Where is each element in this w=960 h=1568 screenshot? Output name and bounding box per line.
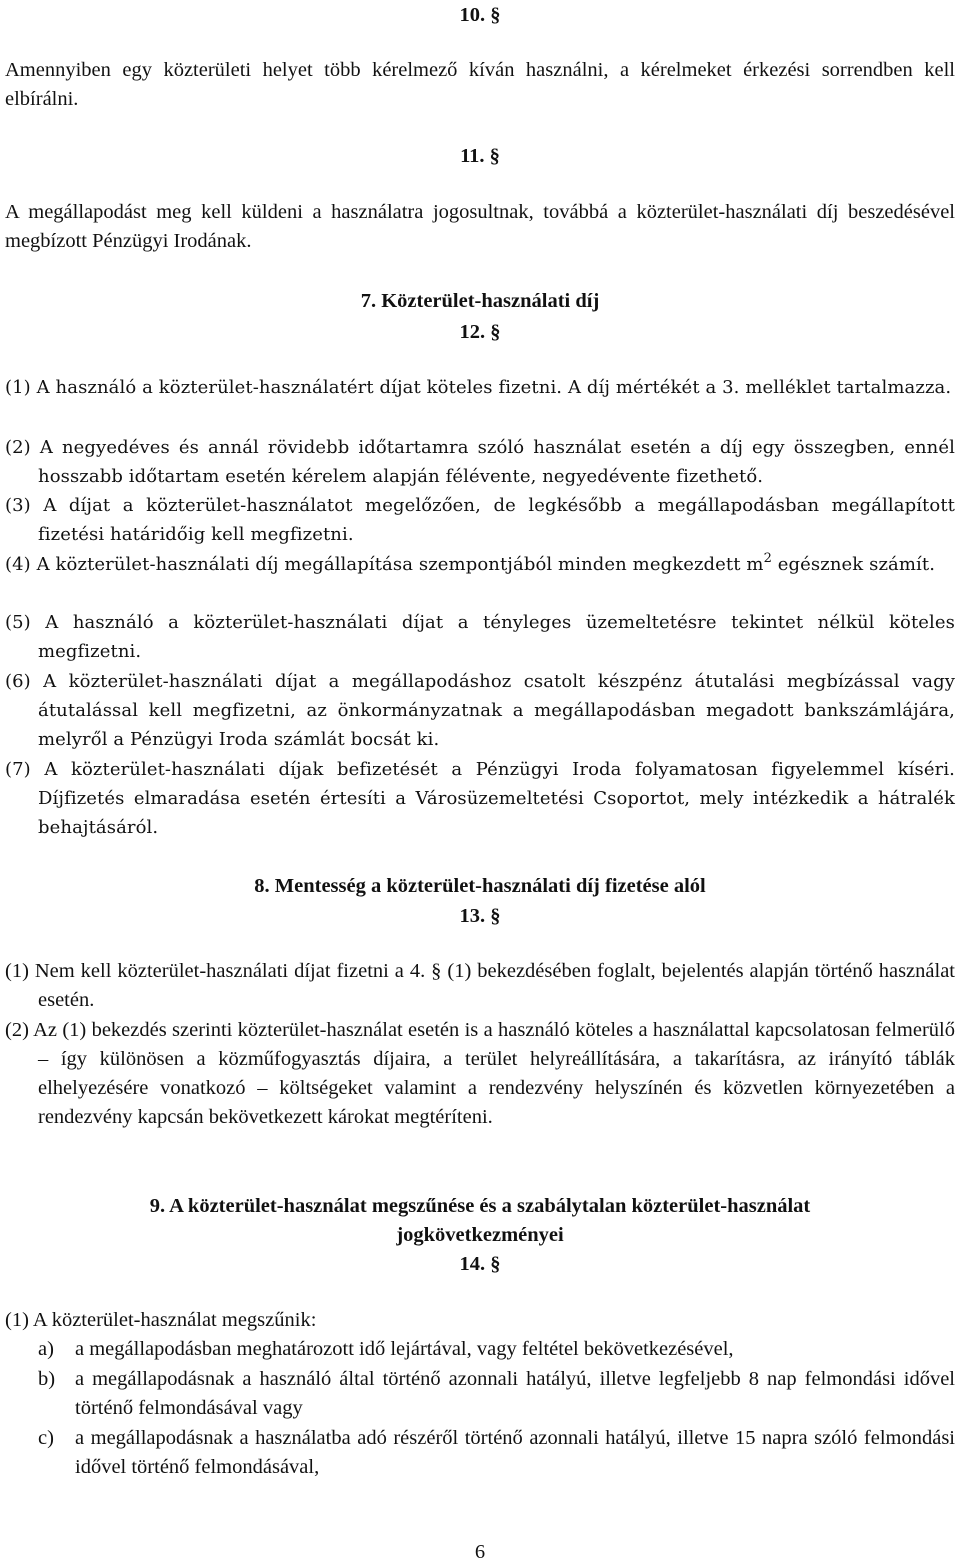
list-item-b [38,1365,955,1423]
list-text: a megállapodásnak a használó által történő azonnali hatályú, illetve legfeljebb 8 nap felmondási idővel történő felmondásával vagy [75,1368,955,1419]
list-label: a) [38,1338,54,1360]
section-12-para-2: (2) A negyedéves és annál rövidebb időtartamra szóló használat esetén a díj egy összegben, ennél hosszabb időtartam esetén kérelem alapján félévente, negyedévente fizethető. [5,437,955,487]
section-14-para-1: (1) A közterület-használat megszűnik: [5,1309,317,1331]
section-13-para-2: (2) Az (1) bekezdés szerinti közterület-használat esetén is a használó köteles a használattal kapcsolatosan felmerülő – így különösen a közműfogyasztás díjaira, a terület helyreállítására, a takarításra, az irányító táblák elhelyezésére vonatkozó – költségeket valamint a rendezvény helyszínén és közvetlen környezetében a rendezvény kapcsán bekövetkezett károkat megtéríteni. [5,1019,955,1128]
section-10-text: Amennyiben egy közterületi helyet több kérelmező kíván használni, a kérelmeket érkezési sorrendben kell elbírálni. [5,59,955,110]
section-12-para-3: (3) A díjat a közterület-használatot megelőzően, de legkésőbb a megállapodásban megállapított fizetési határidőig kell megfizetni. [5,495,955,545]
chapter-7-title: 7. Közterület-használati díj [360,290,600,312]
section-12-para-7: (7) A közterület-használati díjak befizetését a Pénzügyi Iroda folyamatosan figyelemmel kíséri. Díjfizetés elmaradása esetén értesíti a Városüzemeltetési Csoportot, mely intézkedik a hátralék behajtásáról. [5,759,955,838]
section-11-text: A megállapodást meg kell küldeni a használatra jogosultnak, továbbá a közterület-használati díj beszedésével megbízott Pénzügyi Irodának. [5,201,955,252]
chapter-9-title-line-1: 9. A közterület-használat megszűnése és a szabálytalan közterület-használat [149,1195,811,1217]
section-12-heading: 12. § [459,321,501,343]
list-item-a [38,1335,955,1364]
section-14-heading: 14. § [459,1253,501,1275]
list-label: c) [38,1427,54,1449]
section-12-para-4 [5,550,955,579]
section-12-para-1: (1) A használó a közterület-használatért díjat köteles fizetni. A díj mértékét a 3. melléklet tartalmazza. [5,377,952,398]
chapter-8-title: 8. Mentesség a közterület-használati díj fizetése alól [254,875,706,897]
square-superscript: 2 [763,551,772,566]
chapter-9-title-line-2: jogkövetkezményei [396,1224,564,1246]
section-12-para-6: (6) A közterület-használati díjat a megállapodáshoz csatolt készpénz átutalási megbízással vagy átutalással kell megfizetni, az önkormányzatnak a megállapodásban megadott bankszámlájára, melyről a Pénzügyi Iroda számlát bocsát ki. [5,671,955,750]
list-text: a megállapodásban meghatározott idő lejártával, vagy feltétel bekövetkezésével, [75,1338,734,1360]
section-10-heading: 10. § [459,4,501,26]
list-label: b) [38,1368,56,1390]
section-13-heading: 13. § [459,905,501,927]
para-4-text-a: (4) A közterület-használati díj megállapítása szempontjából minden megkezdett m [5,554,764,575]
page-number: 6 [474,1541,486,1563]
section-12-para-5: (5) A használó a közterület-használati díjat a tényleges üzemeltetésre tekintet nélkül köteles megfizetni. [5,612,955,662]
section-13-para-1: (1) Nem kell közterület-használati díjat fizetni a 4. § (1) bekezdésében foglalt, bejelentés alapján történő használat esetén. [5,960,955,1011]
list-item-c [38,1424,955,1482]
section-11-heading: 11. § [460,145,500,167]
para-4-text-b: egésznek számít. [771,554,936,575]
list-text: a megállapodásnak a használatba adó részéről történő azonnali hatályú, illetve 15 napra szóló felmondási idővel történő felmondásával, [75,1427,955,1478]
